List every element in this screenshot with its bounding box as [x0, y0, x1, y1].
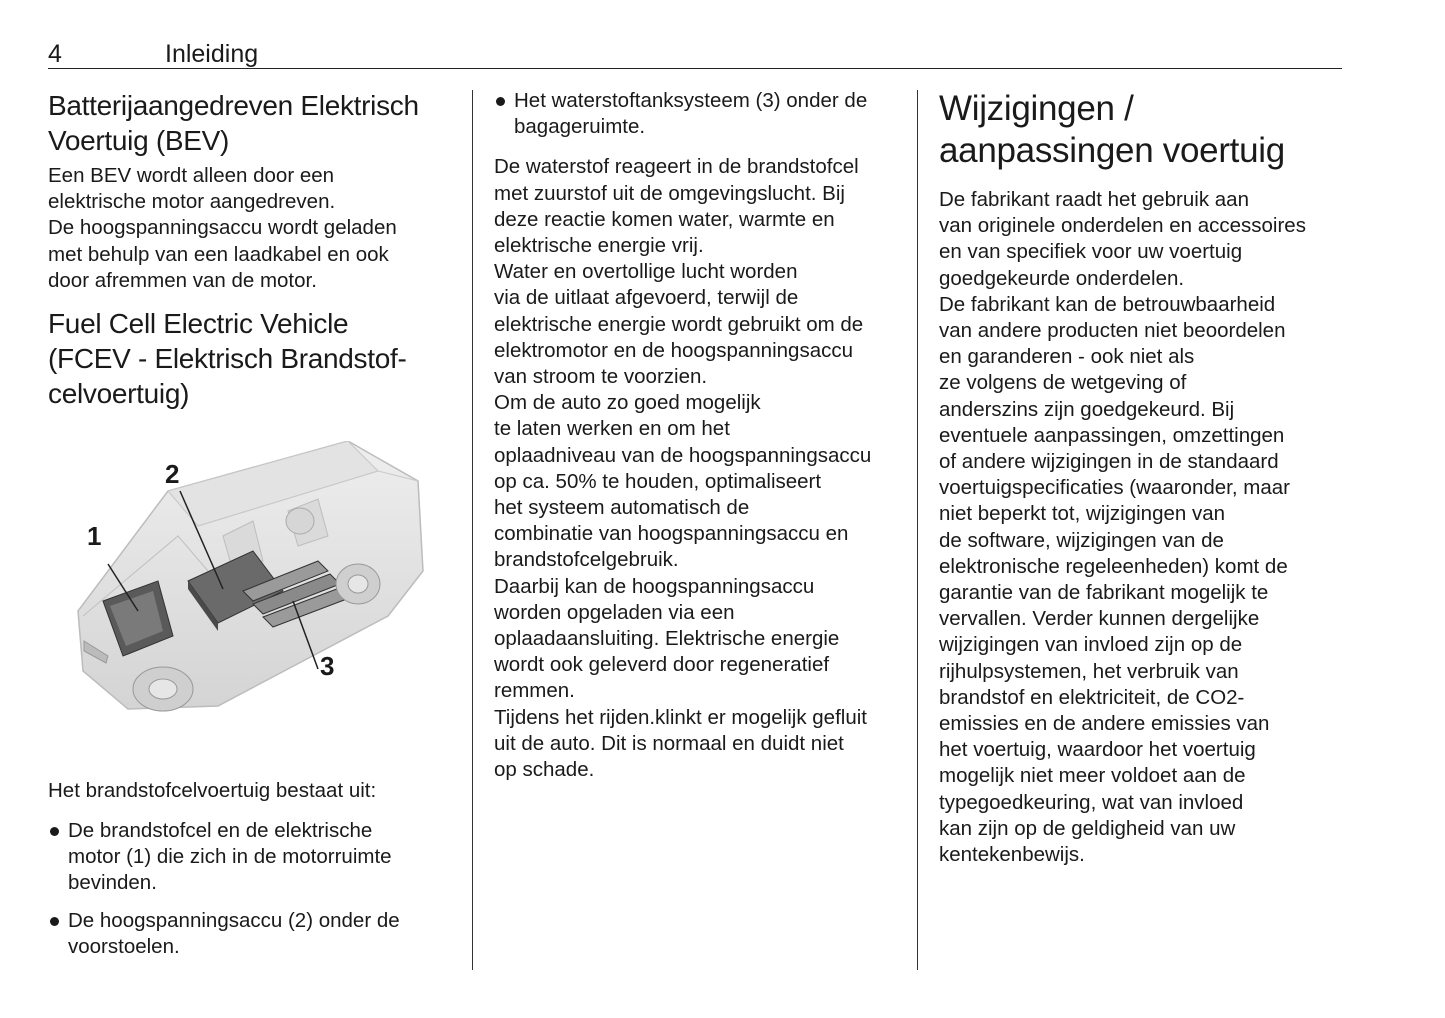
text-line: elektrische energie vrij.	[494, 234, 704, 258]
text-line: De waterstof reageert in de brandstofcel	[494, 155, 859, 179]
text-line: De hoogspanningsaccu wordt geladen	[48, 216, 397, 240]
text-line: garantie van de fabrikant mogelijk te	[939, 581, 1269, 605]
column-divider-1	[472, 90, 473, 970]
text-line: typegoedkeuring, wat van invloed	[939, 790, 1244, 814]
text-line: en van specifiek voor uw voertuig	[939, 240, 1243, 264]
text-line: combinatie van hoogspanningsaccu en	[494, 522, 849, 546]
text-line: het voertuig, waardoor het voertuig	[939, 738, 1256, 762]
text-line: bevinden.	[68, 871, 157, 895]
text-line: De hoogspanningsaccu (2) onder de	[68, 908, 400, 932]
list-item	[48, 908, 448, 960]
text-line: of andere wijzigingen in de standaard	[939, 450, 1279, 474]
text-line: kentekenbewijs.	[939, 843, 1085, 867]
column-1	[48, 88, 448, 958]
text-line: motor (1) die zich in de motorruimte	[68, 845, 392, 869]
text-line: brandstof en elektriciteit, de CO2-	[939, 685, 1245, 709]
text-line: worden opgeladen via een	[494, 600, 735, 624]
modifications-heading	[939, 88, 1339, 172]
heading-line: Wijzigingen /	[939, 89, 1134, 128]
text-line: te laten werken en om het	[494, 417, 730, 441]
section-title: Inleiding	[165, 40, 259, 68]
text-line: op ca. 50% te houden, optimaliseert	[494, 469, 822, 493]
column-divider-2	[917, 90, 918, 970]
text-line: Daarbij kan de hoogspanningsaccu	[494, 574, 815, 598]
fcev-heading-line: celvoertuig)	[48, 378, 190, 410]
text-line: deze reactie komen water, warmte en	[494, 207, 835, 231]
bev-heading	[48, 88, 448, 158]
text-line: niet beperkt tot, wijzigingen van	[939, 502, 1226, 526]
text-line: oplaadaansluiting. Elektrische energie	[494, 627, 840, 651]
van-drawing	[48, 441, 448, 741]
text-line: remmen.	[494, 679, 575, 703]
text-line: Tijdens het rijden.klinkt er mogelijk gefluit	[494, 705, 867, 729]
component-list	[48, 818, 448, 960]
text-line: uit de auto. Dit is normaal en duidt niet	[494, 731, 844, 755]
text-line: op schade.	[494, 758, 595, 782]
text-line: van andere producten niet beoordelen	[939, 319, 1286, 343]
fcev-paragraph	[494, 154, 899, 783]
text-line: wijzigingen van invloed zijn op de	[939, 633, 1243, 657]
figure-label-1: 1	[87, 521, 102, 552]
text-line: Om de auto zo goed mogelijk	[494, 391, 761, 415]
text-line: De brandstofcel en de elektrische	[68, 819, 373, 842]
text-line: van stroom te voorzien.	[494, 365, 708, 389]
figure-label-2: 2	[165, 459, 180, 490]
column-2	[494, 88, 899, 783]
text-line: Water en overtollige lucht worden	[494, 260, 798, 284]
text-line: voorstoelen.	[68, 934, 180, 958]
text-line: het systeem automatisch de	[494, 496, 750, 520]
text-line: door afremmen van de motor.	[48, 268, 317, 292]
text-line: brandstofcelgebruik.	[494, 548, 679, 572]
fcev-vehicle-illustration	[48, 441, 448, 741]
bullet-icon	[496, 97, 505, 106]
text-line: vervallen. Verder kunnen dergelijke	[939, 607, 1260, 631]
page-number: 4	[48, 40, 62, 68]
text-line: via de uitlaat afgevoerd, terwijl de	[494, 286, 799, 310]
list-item	[48, 818, 448, 897]
text-line: elektromotor en de hoogspanningsaccu	[494, 338, 853, 362]
text-line: wordt ook geleverd door regeneratief	[494, 653, 830, 677]
text-line: Het waterstoftanksysteem (3) onder de	[514, 89, 868, 112]
fcev-heading	[48, 306, 448, 411]
fcev-heading-line: Fuel Cell Electric Vehicle	[48, 308, 349, 340]
text-line: de software, wijzigingen van de	[939, 528, 1224, 552]
text-line: anderszins zijn goedgekeurd. Bij	[939, 397, 1235, 421]
fcev-heading-line: (FCEV - Elektrisch Brandstof-	[48, 343, 407, 375]
bullet-icon	[50, 917, 59, 926]
text-line: bagageruimte.	[514, 115, 646, 139]
text-line: eventuele aanpassingen, omzettingen	[939, 423, 1285, 447]
bullet-icon	[50, 827, 59, 836]
text-line: De fabrikant raadt het gebruik aan	[939, 188, 1249, 211]
text-line: elektrische motor aangedreven.	[48, 190, 336, 214]
text-line: emissies en de andere emissies van	[939, 712, 1270, 736]
text-line: elektronische regeleenheden) komt de	[939, 554, 1288, 578]
text-line: met zuurstof uit de omgevingslucht. Bij	[494, 181, 845, 205]
bev-heading-line: Batterijaangedreven Elektrisch	[48, 90, 419, 121]
heading-line: aanpassingen voertuig	[939, 131, 1285, 170]
text-line: voertuigspecificaties (waaronder, maar	[939, 476, 1290, 500]
text-line: Een BEV wordt alleen door een	[48, 164, 335, 187]
column-3	[939, 88, 1339, 868]
text-line: oplaadniveau van de hoogspanningsaccu	[494, 443, 872, 467]
bev-heading-line: Voertuig (BEV)	[48, 125, 229, 156]
text-line: van originele onderdelen en accessoires	[939, 214, 1306, 238]
text-line: elektrische energie wordt gebruikt om de	[494, 312, 864, 336]
text-line: ze volgens de wetgeving of	[939, 371, 1187, 395]
text-line: en garanderen - ook niet als	[939, 345, 1195, 369]
bev-paragraph	[48, 163, 448, 294]
text-line: rijhulpsystemen, het verbruik van	[939, 659, 1239, 683]
text-line: De fabrikant kan de betrouwbaarheid	[939, 292, 1276, 316]
header-rule	[48, 68, 1342, 69]
text-line: mogelijk niet meer voldoet aan de	[939, 764, 1246, 788]
text-line: goedgekeurde onderdelen.	[939, 266, 1185, 290]
figure-label-3: 3	[320, 651, 335, 682]
consists-of-text: Het brandstofcelvoertuig bestaat uit:	[48, 779, 377, 802]
list-item	[494, 88, 899, 140]
text-line: kan zijn op de geldigheid van uw	[939, 816, 1236, 840]
text-line: met behulp van een laadkabel en ook	[48, 242, 389, 266]
modifications-paragraph	[939, 187, 1339, 868]
